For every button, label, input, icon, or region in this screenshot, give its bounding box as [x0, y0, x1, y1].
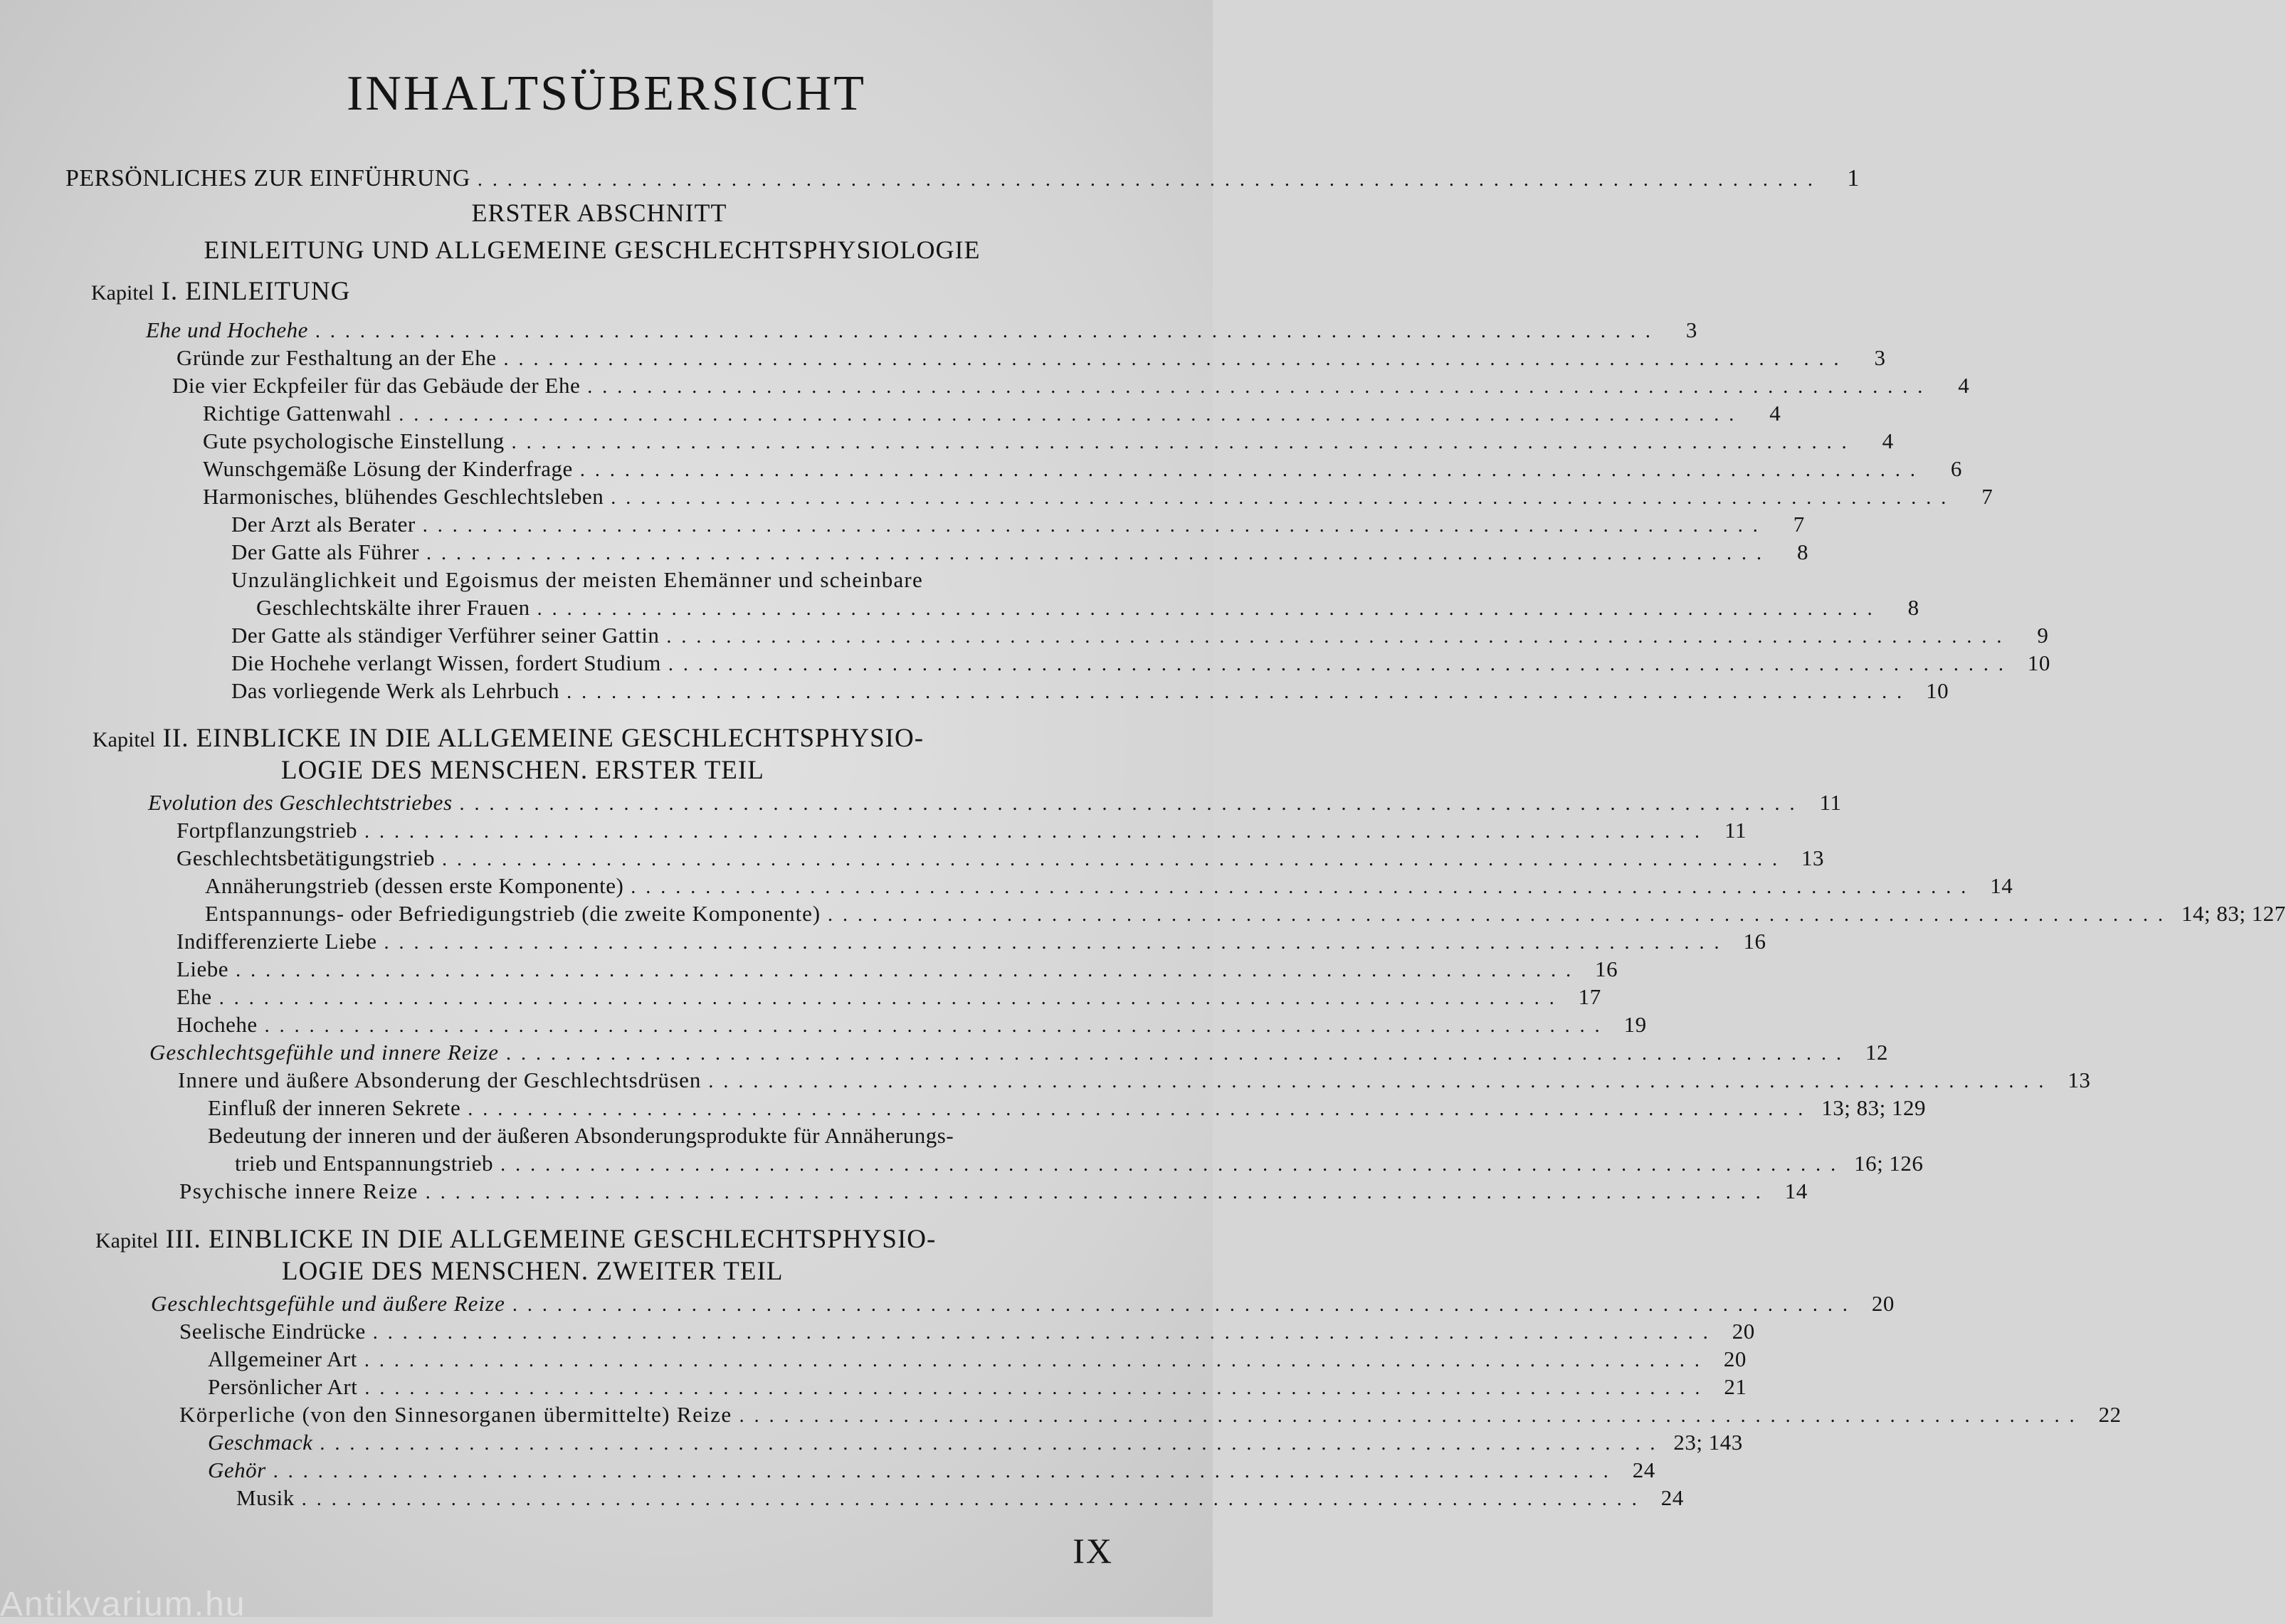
entry-text: Seelische Eindrücke	[179, 1319, 366, 1344]
entry-page: 14	[1784, 1179, 1808, 1203]
toc-entry	[177, 956, 1618, 985]
leader-dots: ..........................................................................................	[512, 1294, 1858, 1316]
entry-text: Persönlicher Art	[208, 1374, 358, 1399]
toc-entry	[178, 1067, 2091, 1096]
leader-dots: ..........................................................................................	[666, 626, 2012, 648]
entry-page: 13	[1801, 845, 1825, 870]
leader-dots: ..........................................................................................	[425, 1181, 1771, 1203]
leader-dots: ..........................................................................................	[611, 487, 1956, 509]
entry-text: Körperliche (von den Sinnesorganen übermittelte) Reize	[179, 1402, 732, 1427]
intro-entry	[65, 165, 1860, 194]
toc-entry	[205, 901, 2286, 929]
chapter-title-line2: LOGIE DES MENSCHEN. ZWEITER TEIL	[282, 1257, 784, 1286]
entry-text: Gehör	[208, 1457, 266, 1482]
entry-page: 23; 143	[1673, 1430, 1743, 1455]
intro-text: PERSÖNLICHES ZUR EINFÜHRUNG	[65, 165, 470, 191]
entry-page: 24	[1660, 1485, 1684, 1510]
entry-text: Ehe und Hochehe	[146, 317, 308, 342]
entry-text: Indifferenzierte Liebe	[177, 929, 377, 954]
entry-page: 19	[1623, 1012, 1647, 1037]
entry-page: 10	[2027, 650, 2050, 675]
section-title: EINLEITUNG UND ALLGEMEINE GESCHLECHTSPHYSIOLOGIE	[204, 236, 981, 264]
leader-dots: ..........................................................................................	[364, 821, 1710, 843]
entry-page: 17	[1578, 984, 1601, 1009]
entry-text: Geschmack	[208, 1430, 313, 1455]
leader-dots: ..........................................................................................	[301, 1488, 1647, 1510]
leader-dots: ..........................................................................................	[364, 1349, 1710, 1371]
entry-page: 7	[1793, 512, 1805, 537]
leader-dots: ..........................................................................................	[567, 681, 1912, 703]
leader-dots: ..........................................................................................	[264, 1015, 1610, 1037]
entry-text: Geschlechtskälte ihrer Frauen	[256, 595, 530, 620]
leader-dots: ..........................................................................................	[827, 904, 2173, 926]
toc-entry	[177, 929, 1766, 957]
entry-text: Wunschgemäße Lösung der Kinderfrage	[203, 456, 573, 481]
leader-dots: ..........................................................................................	[500, 1154, 1846, 1176]
entry-page: 14; 83; 127	[2181, 901, 2286, 926]
entry-text: Der Gatte als Führer	[231, 539, 419, 564]
section-label: ERSTER ABSCHNITT	[471, 199, 727, 227]
leader-dots: ..........................................................................................	[364, 1377, 1710, 1399]
page-folio: IX	[1073, 1531, 1113, 1571]
leader-dots: ..........................................................................................	[426, 542, 1771, 564]
entry-text: Geschlechtsgefühle und innere Reize	[149, 1040, 499, 1065]
leader-dots: ..........................................................................................	[537, 598, 1882, 620]
leader-dots: ..........................................................................................	[236, 959, 1581, 981]
entry-page: 10	[1926, 678, 1949, 703]
chapter-2-heading	[93, 723, 924, 786]
toc-entry	[231, 623, 2049, 651]
entry-text: Einfluß der inneren Sekrete	[208, 1095, 461, 1120]
chapter-1-heading	[91, 276, 350, 308]
toc-entry	[172, 373, 1970, 401]
leader-dots: ..........................................................................................	[422, 515, 1768, 537]
toc-entry	[179, 1179, 1808, 1207]
leader-dots: ..........................................................................................	[505, 1043, 1851, 1065]
entry-page: 20	[1732, 1319, 1755, 1344]
toc-entry	[148, 790, 1842, 818]
entry-page: 13	[2068, 1067, 2091, 1092]
leader-dots: ..........................................................................................	[587, 376, 1933, 398]
entry-page: 3	[1874, 345, 1886, 370]
toc-entry	[208, 1430, 1743, 1458]
entry-page: 16	[1595, 956, 1618, 981]
leader-dots: ..........................................................................................	[372, 1322, 1718, 1344]
entry-page: 3	[1685, 317, 1697, 342]
entry-text: Allgemeiner Art	[208, 1346, 357, 1371]
chapter-title-line2: LOGIE DES MENSCHEN. ERSTER TEIL	[281, 756, 764, 785]
entry-text: Hochehe	[177, 1012, 258, 1037]
toc-entry	[149, 1040, 1888, 1068]
entry-text: Bedeutung der inneren und der äußeren Absonderungsprodukte für Annäherungs-	[208, 1123, 954, 1148]
leader-dots: ..........................................................................................	[579, 459, 1925, 481]
entry-page: 12	[1865, 1040, 1888, 1065]
toc-entry	[205, 873, 2013, 902]
toc-entry	[256, 595, 1919, 623]
chapter-title-line1: II. EINBLICKE IN DIE ALLGEMEINE GESCHLECHTSPHYSIO-	[162, 724, 925, 753]
intro-page: 1	[1847, 165, 1860, 191]
toc-entry	[177, 345, 1886, 374]
entry-page: 20	[1871, 1291, 1895, 1316]
entry-text: Ehe	[177, 984, 212, 1009]
entry-text: Gründe zur Festhaltung an der Ehe	[177, 345, 497, 370]
chapter-prefix: Kapitel	[93, 728, 156, 752]
leader-dots: ..........................................................................................	[668, 653, 2013, 675]
leader-dots: ..........................................................................................	[511, 431, 1857, 453]
chapter-3-heading	[95, 1224, 936, 1287]
entry-text: Der Arzt als Berater	[231, 512, 416, 537]
toc-entry	[231, 512, 1805, 540]
entry-text: Evolution des Geschlechtstriebes	[148, 790, 453, 815]
toc-entry-wrapped	[231, 567, 1113, 596]
entry-page: 9	[2037, 623, 2049, 648]
leader-dots: ..........................................................................................	[459, 793, 1805, 815]
toc-entry	[235, 1151, 1924, 1179]
entry-page: 21	[1724, 1374, 1747, 1399]
leader-dots: ..........................................................................................	[384, 932, 1729, 954]
toc-entry	[203, 456, 1962, 485]
toc-entry	[203, 428, 1894, 457]
leader-dots: ..........................................................................................	[468, 1098, 1813, 1120]
entry-text: Richtige Gattenwahl	[203, 401, 392, 426]
entry-page: 4	[1882, 428, 1894, 453]
leader-dots: ..........................................................................................	[503, 348, 1849, 370]
entry-text: Entspannungs- oder Befriedigungstrieb (die zweite Komponente)	[205, 901, 821, 926]
toc-entry	[208, 1457, 1655, 1486]
leader-dots: ..........................................................................................	[218, 987, 1564, 1009]
entry-page: 16	[1743, 929, 1766, 954]
leader-dots: ..........................................................................................	[631, 876, 1976, 898]
entry-page: 6	[1950, 456, 1962, 481]
entry-page: 13; 83; 129	[1821, 1095, 1926, 1120]
toc-entry	[203, 484, 1993, 512]
entry-page: 24	[1632, 1457, 1655, 1482]
entry-page: 20	[1723, 1346, 1747, 1371]
leader-dots: ..........................................................................................	[315, 320, 1660, 342]
leader-dots: ..........................................................................................	[739, 1405, 2085, 1427]
entry-text: Harmonisches, blühendes Geschlechtsleben	[203, 484, 604, 509]
toc-entry	[208, 1346, 1747, 1375]
entry-text: Liebe	[177, 956, 229, 981]
toc-entry	[151, 1291, 1895, 1319]
entry-text: Innere und äußere Absonderung der Geschlechtsdrüsen	[178, 1067, 702, 1092]
chapter-title-line1: III. EINBLICKE IN DIE ALLGEMEINE GESCHLECHTSPHYSIO-	[165, 1225, 937, 1254]
leader-dots: ..........................................................................................	[320, 1433, 1665, 1455]
entry-text: Fortpflanzungstrieb	[177, 818, 358, 843]
entry-text: Der Gatte als ständiger Verführer seiner Gattin	[231, 623, 660, 648]
watermark: Antikvarium.hu	[0, 1586, 246, 1623]
chapter-prefix: Kapitel	[91, 281, 154, 305]
entry-page: 8	[1907, 595, 1919, 620]
leader-dots: ..........................................................................................	[442, 848, 1788, 870]
toc-entry-wrapped	[208, 1123, 1113, 1151]
toc-entry	[208, 1374, 1747, 1403]
entry-text: Unzulänglichkeit und Egoismus der meisten Ehemänner und scheinbare	[231, 567, 923, 592]
entry-text: Gute psychologische Einstellung	[203, 428, 505, 453]
entry-text: Psychische innere Reize	[179, 1179, 418, 1203]
leader-dots: ..........................................................................................	[399, 404, 1744, 426]
toc-entry	[177, 1012, 1647, 1040]
page-title: INHALTSÜBERSICHT	[347, 66, 866, 121]
chapter-prefix: Kapitel	[95, 1229, 159, 1253]
entry-text: Geschlechtsgefühle und äußere Reize	[151, 1291, 505, 1316]
toc-entry	[179, 1319, 1755, 1347]
toc-entry	[177, 818, 1747, 846]
toc-entry	[231, 539, 1808, 568]
entry-page: 8	[1796, 539, 1808, 564]
toc-entry	[231, 650, 2050, 679]
entry-page: 4	[1769, 401, 1781, 426]
entry-page: 16; 126	[1854, 1151, 1924, 1176]
toc-entry	[203, 401, 1781, 429]
entry-page: 4	[1958, 373, 1970, 398]
entry-text: trieb und Entspannungstrieb	[235, 1151, 494, 1176]
entry-page: 22	[2098, 1402, 2122, 1427]
entry-text: Das vorliegende Werk als Lehrbuch	[231, 678, 560, 703]
leader-dots: ..........................................................................................	[708, 1070, 2054, 1092]
toc-entry	[231, 678, 1949, 707]
entry-text: Annäherungstrieb (dessen erste Komponente)	[205, 873, 624, 898]
toc-entry	[177, 984, 1601, 1013]
entry-text: Die vier Eckpfeiler für das Gebäude der Ehe	[172, 373, 581, 398]
toc-entry	[208, 1095, 1926, 1124]
toc-entry	[146, 317, 1697, 346]
entry-page: 11	[1819, 790, 1842, 815]
toc-entry	[177, 845, 1825, 874]
entry-page: 14	[1990, 873, 2013, 898]
entry-text: Die Hochehe verlangt Wissen, fordert Studium	[231, 650, 661, 675]
entry-page: 7	[1981, 484, 1993, 509]
chapter-title: I. EINLEITUNG	[161, 277, 351, 306]
entry-text: Musik	[236, 1485, 295, 1510]
leader-dots: ..........................................................................................	[477, 169, 1823, 191]
leader-dots: ..........................................................................................	[273, 1460, 1618, 1482]
entry-page: 11	[1724, 818, 1747, 843]
toc-entry	[236, 1485, 1684, 1514]
toc-entry	[179, 1402, 2122, 1430]
entry-text: Geschlechtsbetätigungstrieb	[177, 845, 436, 870]
